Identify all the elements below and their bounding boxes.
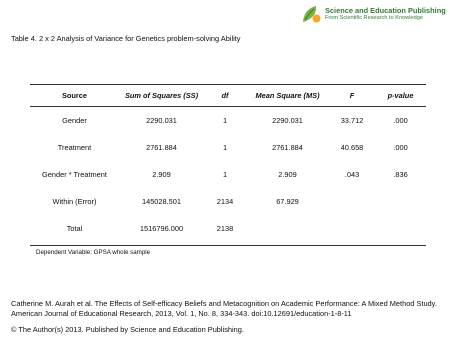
citation-text: Catherine M. Aurah et al. The Effects of Self-efficacy Beliefs and Metacognition on Academic Performance: A Mixed Method Study. American Journal of Educational Research, 2013, Vol. 1, No. 8, 334-343. doi:10.12691/education-1-8-11 [11, 299, 437, 318]
table-cell: Treatment [57, 143, 92, 152]
table-cell [329, 215, 375, 242]
table-cell: 1516796.000 [139, 224, 184, 233]
column-header-df: df [204, 85, 246, 107]
table-cell [329, 188, 375, 215]
copyright-notice: © The Author(s) 2013. Published by Science and Education Publishing. [11, 325, 244, 334]
table-cell: Total [66, 224, 83, 233]
column-header-f: F [329, 85, 375, 107]
table-cell: Within (Error) [52, 197, 97, 206]
table-cell: 67.929 [276, 197, 299, 206]
table-cell: 2138 [216, 224, 234, 233]
table-cell: Gender [62, 116, 87, 125]
table-row [30, 107, 426, 135]
table-cell: 2290.031 [146, 116, 177, 125]
table-cell: .043 [344, 170, 360, 179]
table-cell: .836 [393, 170, 408, 179]
table-cell [375, 188, 426, 215]
table-caption: Table 4. 2 x 2 Analysis of Variance for Genetics problem-solving Ability [11, 34, 241, 43]
publisher-logo-icon [300, 3, 322, 25]
publisher-logo-text [325, 7, 446, 21]
table-row [30, 161, 426, 188]
publisher-logo [300, 2, 450, 26]
table-cell: 1 [222, 170, 228, 179]
table-cell: 145028.501 [141, 197, 182, 206]
table-cell: 1 [222, 143, 228, 152]
column-header-sum-of-squares: Sum of Squares (SS) [119, 85, 204, 107]
table-header-row [30, 85, 426, 107]
table-cell: 2761.884 [146, 143, 177, 152]
table-cell [375, 215, 426, 242]
column-header-mean-square: Mean Square (MS) [246, 85, 329, 107]
table-cell: 40.658 [340, 143, 364, 152]
table-row [30, 215, 426, 242]
publisher-tagline: From Scientific Research to Knowledge [325, 15, 423, 21]
table-cell: 33.712 [340, 116, 364, 125]
citation [11, 299, 439, 319]
table-cell: 2.909 [152, 170, 171, 179]
table-cell: 2761.884 [272, 143, 303, 152]
table-cell: 2.909 [278, 170, 297, 179]
table-cell: 2134 [216, 197, 234, 206]
publisher-name: Science and Education Publishing [325, 5, 446, 15]
table-cell: 1 [222, 116, 228, 125]
anova-table [30, 85, 426, 242]
table-cell: Gender * Treatment [42, 170, 107, 179]
column-header-source: Source [30, 85, 119, 107]
table-cell: .000 [393, 116, 408, 125]
table-note: Dependent Variable: GPSA whole sample [36, 249, 151, 256]
table-row [30, 188, 426, 215]
table-cell [246, 215, 329, 242]
table-row [30, 134, 426, 161]
anova-table-frame [30, 84, 426, 246]
table-cell: .000 [393, 143, 408, 152]
column-header-p-value: p-value [375, 85, 426, 107]
table-cell: 2290.031 [272, 116, 303, 125]
